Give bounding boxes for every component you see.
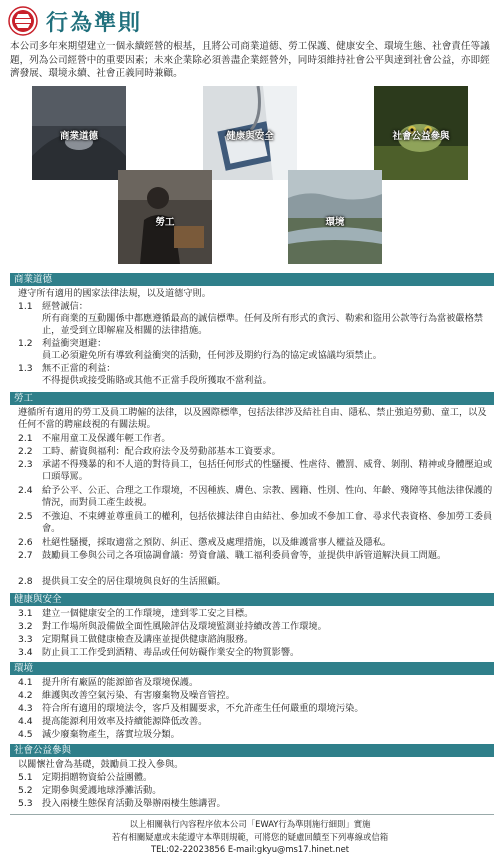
footer-contact: TEL:02-22023856 E-mail:gkyu@ms17.hinet.net	[150, 844, 350, 855]
item-number: 4.2	[18, 690, 33, 701]
list-item: 杜絕性騷擾，採取適當之預防、糾正、懲戒及處理措施，以及維護當事人權益及隱私。	[42, 537, 392, 548]
list-item: 符合所有適用的環境法令，客戶及相關要求，不允許產生任何嚴重的環境污染。	[42, 703, 364, 714]
tile-labor	[118, 170, 212, 264]
item-number: 2.1	[18, 433, 33, 444]
labor-intro: 遵循所有適用的勞工及員工聘僱的法律，以及國際標準，包括法律涉及結社自由、隱私、禁止強迫勞動、童工，以及任何不當的聘雇歧視的有關法規。	[18, 407, 487, 430]
footer-line-feedback: 若有相關疑慮或未能遵守本準則規範，可將您的疑慮回饋至下列專線或信箱	[111, 831, 389, 842]
item-heading: 利益衝突迴避：	[42, 338, 107, 349]
item-number: 4.5	[18, 729, 33, 740]
item-number: 5.2	[18, 785, 33, 796]
list-item: 建立一個健康安全的工作環境，達到零工安之目標。	[42, 608, 254, 619]
list-item: 提升所有廠區的能源節省及環境保護。	[42, 677, 199, 688]
item-detail: 員工必須避免所有導致利益衝突的活動，任何涉及期約行為的協定或協議均須禁止。	[42, 350, 382, 361]
list-item: 給予公平、公正、合理之工作環境，不因種族、膚色、宗教、國籍、性別、性向、年齡、殘障等其他法律保護的情況，而對員工產生歧視。	[42, 485, 493, 508]
item-number: 5.3	[18, 798, 33, 809]
item-number: 2.4	[18, 485, 33, 496]
item-number: 4.1	[18, 677, 33, 688]
section-bar-business: 商業道德	[10, 273, 494, 286]
item-number: 1.3	[18, 363, 33, 374]
business-intro: 遵守所有適用的國家法律法規，以及道德守則。	[18, 288, 211, 299]
item-detail: 不得提供或接受賄賂或其他不正當手段所獲取不當利益。	[42, 375, 272, 386]
item-number: 3.4	[18, 647, 33, 658]
social-intro: 以關懷社會為基礎，鼓勵員工投入參與。	[18, 759, 184, 770]
item-number: 4.4	[18, 716, 33, 727]
item-number: 3.2	[18, 621, 33, 632]
item-number: 5.1	[18, 772, 33, 783]
section-bar-health: 健康與安全	[10, 593, 494, 606]
list-item: 工時、薪資與福利：配合政府法令及勞動部基本工資要求。	[42, 446, 281, 457]
footer-line-policy: 以上相關執行內容程序依本公司「EWAY行為準則施行細則」實施	[129, 819, 371, 829]
list-item: 對工作場所與設備做全面性風險評估及環境監測並持續改善工作環境。	[42, 621, 327, 632]
list-item: 不雇用童工及保護年輕工作者。	[42, 433, 171, 444]
list-item: 不強迫、不束縛並尊重員工的權利，包括依據法律自由結社、參加或不參加工會、尋求代表資格、參加勞工委員會。	[42, 511, 493, 534]
item-heading: 無不正當的利益：	[42, 363, 116, 374]
tile-environment	[288, 170, 382, 264]
tile-label-health: 健康與安全	[226, 131, 274, 142]
page-title: 行為準則	[46, 10, 143, 36]
item-number: 2.6	[18, 537, 33, 548]
tile-label-business: 商業道德	[59, 131, 98, 142]
header	[8, 6, 142, 36]
item-number: 3.1	[18, 608, 33, 619]
list-item: 提供員工安全的居住環境與良好的生活照顧。	[42, 576, 226, 587]
tile-health-safety	[203, 86, 297, 180]
tile-label-social: 社會公益參與	[392, 131, 450, 142]
footer	[0, 818, 500, 856]
tile-label-labor: 勞工	[155, 217, 175, 228]
tile-label-environment: 環境	[325, 217, 345, 228]
company-logo-icon	[8, 6, 38, 36]
list-item: 定期參與愛護地球淨灘活動。	[42, 785, 162, 796]
list-item: 投入兩棲生態保育活動及舉辦兩棲生態講習。	[42, 798, 226, 809]
item-number: 3.3	[18, 634, 33, 645]
item-number: 2.3	[18, 459, 33, 470]
list-item: 定期幫員工做健康檢查及講座並提供健康諮詢服務。	[42, 634, 254, 645]
item-number: 1.2	[18, 338, 33, 349]
list-item: 提高能源利用效率及持續能源降低改善。	[42, 716, 208, 727]
item-number: 2.5	[18, 511, 33, 522]
list-item: 承諾不得殘暴的和不人道的對待員工，包括任何形式的性騷擾、性虐待、體罰、威脅、剝削、精神或身體壓迫或口頭辱罵。	[42, 459, 493, 482]
section-bar-social: 社會公益參與	[10, 744, 494, 757]
item-number: 2.8	[18, 576, 33, 587]
tile-business-ethics	[32, 86, 126, 180]
list-item: 維護與改善空氣污染、有害廢棄物及噪音管控。	[42, 690, 235, 701]
list-item: 減少廢棄物產生，落實垃圾分類。	[42, 729, 180, 740]
item-number: 2.2	[18, 446, 33, 457]
item-number: 4.3	[18, 703, 33, 714]
list-item: 鼓勵員工參與公司之各項協調會議：勞資會議、職工福利委員會等，並提供申訴管道解決員工問題。	[42, 550, 447, 561]
item-number: 1.1	[18, 301, 33, 312]
intro-paragraph: 本公司多年來期望建立一個永續經營的根基，且將公司商業道德、勞工保護、健康安全、環境生態、社會責任等議題，列為公司經營中的重要因素；未來企業除必須善盡企業經營外，同時須維持社會公平與達到社會公益，亦即經濟發展、環境永續、社會正義同時兼顧。	[10, 41, 490, 79]
list-item: 防止員工工作受到酒精、毒品或任何妨礙作業安全的物質影響。	[42, 647, 300, 658]
item-detail: 所有商業的互動關係中都應遵循最高的誠信標準。任何及所有形式的貪污、勒索和盜用公款等行為當被嚴格禁止，並受到立即解雇及相關的法律措施。	[42, 313, 483, 336]
footer-divider	[10, 814, 494, 815]
section-bar-environment: 環境	[10, 662, 494, 675]
tile-social-participation	[374, 86, 468, 180]
list-item: 定期捐贈物資給公益團體。	[42, 772, 153, 783]
item-number: 2.7	[18, 550, 33, 561]
item-heading: 經營誠信：	[42, 301, 88, 312]
section-bar-labor: 勞工	[10, 392, 494, 405]
